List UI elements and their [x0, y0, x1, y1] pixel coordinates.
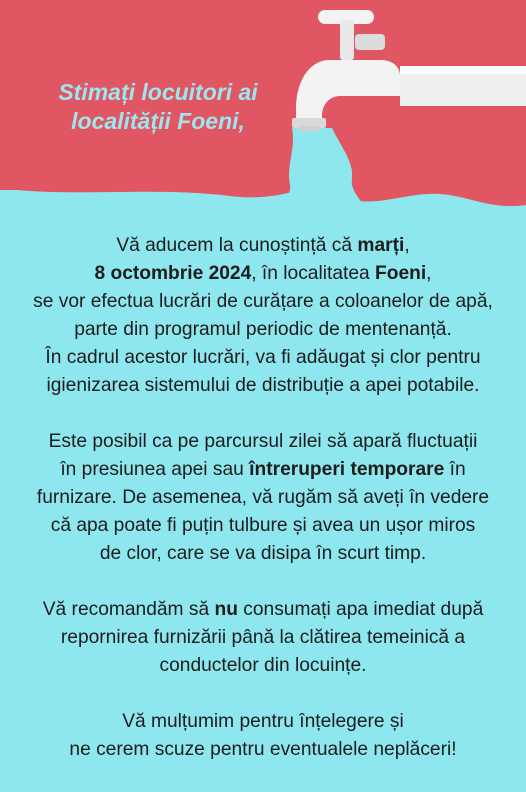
announcement-body — [0, 232, 526, 792]
p1-l1-post: , — [404, 235, 410, 256]
p4-line-2: ne cerem scuze pentru eventualele neplăceri! — [69, 739, 457, 760]
p2-line-1: Este posibil ca pe parcursul zilei să apară fluctuații — [48, 431, 478, 452]
p1-line-6: igienizarea sistemului de distribuție a apei potabile. — [46, 375, 480, 396]
p1-l2-post: , — [426, 263, 432, 284]
p3-l1-text: Vă recomandăm să — [42, 599, 215, 620]
p2-l2-post: în — [444, 459, 466, 480]
p1-line-1 — [0, 232, 526, 260]
headline-line-2: localității Foeni, — [71, 108, 245, 134]
p4-line-1: Vă mulțumim pentru înțelegere și — [122, 711, 404, 732]
p2-line-5: de clor, care se va disipa în scurt timp. — [99, 543, 427, 564]
headline-line-1: Stimați locuitori ai — [58, 79, 258, 105]
paragraph-3 — [0, 596, 526, 680]
p1-l2-text: , în localitatea — [251, 263, 375, 284]
p3-l1-bold: nu — [214, 599, 238, 620]
p2-line-2 — [0, 456, 526, 484]
p3-l1-post: consumați apa imediat după — [237, 599, 484, 620]
p3-line-1 — [0, 596, 526, 624]
p2-l2-text: în presiunea apei sau — [60, 459, 250, 480]
p2-line-3: furnizare. De asemenea, vă rugăm să aveți în vedere — [36, 487, 490, 508]
p1-line-2 — [0, 260, 526, 288]
p1-line-3: se vor efectua lucrări de curățare a coloanelor de apă, — [33, 291, 493, 312]
paragraph-2 — [0, 428, 526, 568]
headline — [8, 78, 308, 136]
paragraph-4 — [0, 708, 526, 764]
p1-l1-bold: marți — [357, 235, 405, 256]
p2-l2-bold: întreruperi temporare — [249, 459, 445, 480]
p1-line-5: În cadrul acestor lucrări, va fi adăugat și clor pentru — [45, 347, 481, 368]
p3-line-2: repornirea furnizării până la clătirea temeinică a — [60, 627, 466, 648]
p1-l2-bold2: Foeni — [375, 263, 427, 284]
p1-line-4: parte din programul periodic de mentenanță. — [74, 319, 452, 340]
red-banner-left-wave — [0, 180, 300, 197]
p1-l1-text: Vă aducem la cunoștință că — [116, 235, 358, 256]
p1-l2-bold: 8 octombrie 2024 — [94, 263, 252, 284]
p3-line-3: conductelor din locuințe. — [159, 655, 367, 676]
paragraph-1 — [0, 232, 526, 400]
p2-line-4: că apa poate fi puțin tulbure și avea un ușor miros — [50, 515, 476, 536]
